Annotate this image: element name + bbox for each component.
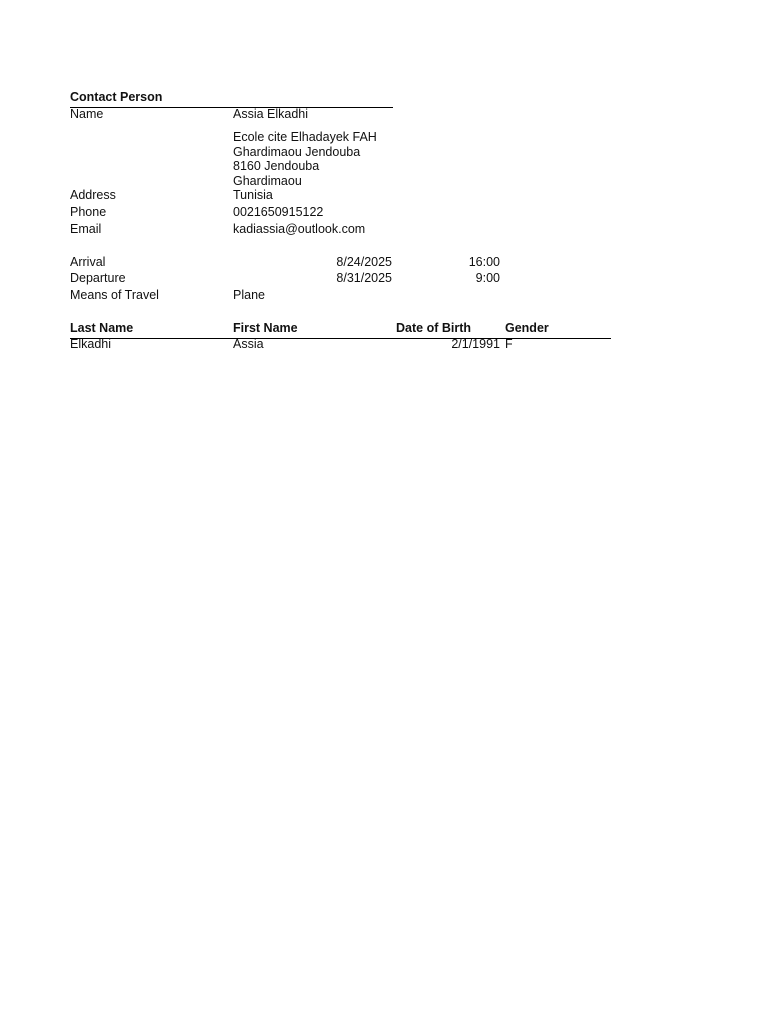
phone-label: Phone — [70, 205, 107, 219]
departure-label: Departure — [70, 271, 126, 285]
email-label: Email — [70, 222, 102, 236]
address-line: Ghardimaou Jendouba — [233, 144, 361, 159]
header-last-name: Last Name — [70, 321, 134, 335]
address-label: Address — [70, 188, 116, 202]
header-date-of-birth: Date of Birth — [396, 321, 471, 335]
cell-date-of-birth: 2/1/1991 — [451, 337, 500, 351]
departure-date: 8/31/2025 — [336, 271, 392, 285]
contact-divider — [70, 107, 393, 108]
means-label: Means of Travel — [70, 288, 159, 302]
departure-time: 9:00 — [475, 271, 500, 285]
header-gender: Gender — [505, 321, 549, 335]
means-value: Plane — [233, 288, 265, 302]
phone-value: 0021650915122 — [233, 205, 324, 219]
address-line: Tunisia — [233, 188, 273, 202]
cell-last-name: Elkadhi — [70, 337, 111, 351]
name-value: Assia Elkadhi — [233, 107, 309, 121]
header-first-name: First Name — [233, 321, 298, 335]
address-line: Ecole cite Elhadayek FAH — [233, 130, 377, 144]
address-line: Ghardimaou — [233, 173, 302, 188]
address-value — [233, 130, 377, 203]
email-value: kadiassia@outlook.com — [233, 222, 366, 236]
cell-gender: F — [505, 337, 513, 351]
name-label: Name — [70, 107, 104, 121]
contact-heading: Contact Person — [70, 90, 163, 104]
address-line: 8160 Jendouba — [233, 159, 320, 173]
arrival-time: 16:00 — [468, 255, 500, 269]
table-header-divider — [70, 338, 611, 339]
arrival-date: 8/24/2025 — [336, 255, 392, 269]
cell-first-name: Assia — [233, 337, 264, 351]
arrival-label: Arrival — [70, 255, 106, 269]
